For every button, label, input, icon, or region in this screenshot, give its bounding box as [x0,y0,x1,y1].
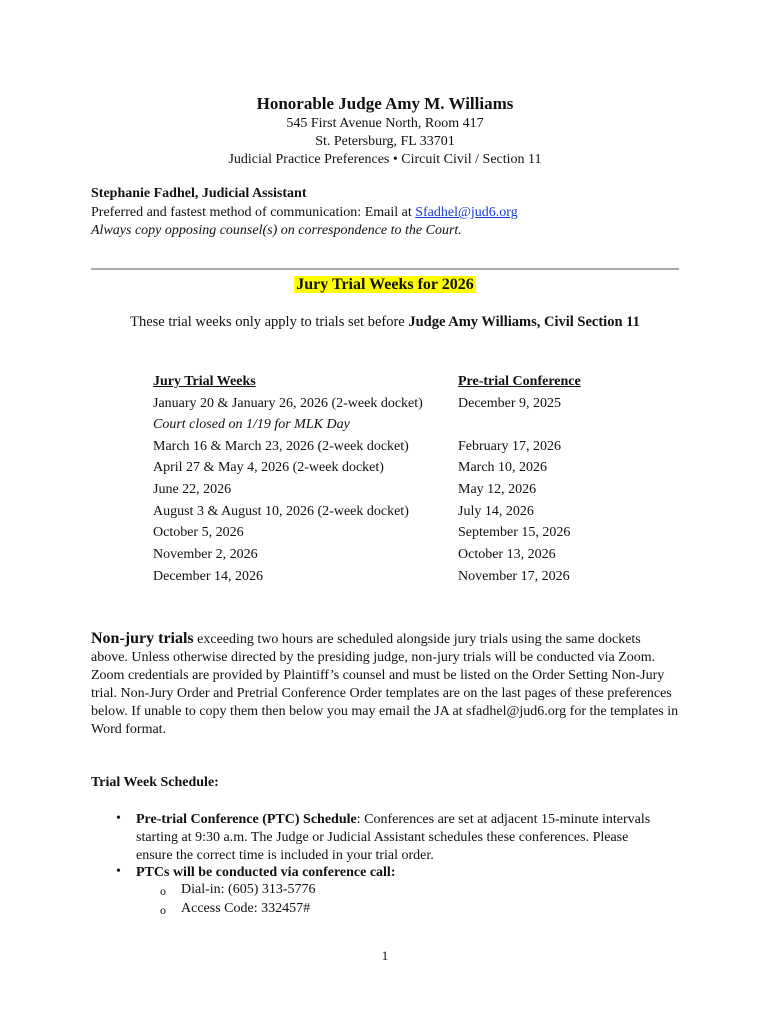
bullet-ptc-schedule [136,811,656,865]
table-row-week: April 27 & May 4, 2026 (2-week docket) [153,460,384,475]
horizontal-divider [91,268,679,270]
table-row-week: November 2, 2026 [153,547,258,562]
table-row-ptc: October 13, 2026 [458,547,556,562]
nonjury-lead: Non-jury trials [91,630,194,647]
col-header-jury-weeks: Jury Trial Weeks [153,374,256,389]
table-row-week: June 22, 2026 [153,482,232,497]
jury-section-title [0,276,770,294]
table-row-ptc: February 17, 2026 [458,439,562,454]
bullet1-bold: Pre-trial Conference (PTC) Schedule [136,812,357,827]
contact-preference [91,205,518,221]
table-row-week: December 14, 2026 [153,569,264,584]
assistant-name: Stephanie Fadhel, Judicial Assistant [91,186,307,201]
sub-bullet-marker: o [160,903,166,917]
nonjury-text: exceeding two hours are scheduled alongside jury trials using the same dockets above. Unless otherwise directed by the presiding judge, non-jury trials will be conducted via Zoom. Zoom credentials are provided by Plaintiff’s counsel and must be listed on the Order Setting Non-Jury trial. Non-Jury Order and Pretrial Conference Order templates are on the last pages of these preferences below. If unable to copy them then below you may email the JA at sfadhel@jud6.org for the templates in Word format. [91,632,679,737]
table-row-week: October 5, 2026 [153,525,244,540]
table-row-ptc: September 15, 2026 [458,525,571,540]
document-subtitle: Judicial Practice Preferences • Circuit Civil / Section 11 [228,152,542,167]
bullet-marker: • [116,864,121,879]
jury-section-title-text: Jury Trial Weeks for 2026 [296,276,474,293]
judge-name: Honorable Judge Amy M. Williams [256,94,514,113]
correspondence-note: Always copy opposing counsel(s) on correspondence to the Court. [91,223,462,238]
bullet-marker: • [116,811,121,826]
address-line-1: 545 First Avenue North, Room 417 [286,116,484,131]
address-line-2: St. Petersburg, FL 33701 [315,134,455,149]
table-row-week: January 20 & January 26, 2026 (2-week docket) [153,396,423,411]
table-row-week: August 3 & August 10, 2026 (2-week docket) [153,504,409,519]
table-row-ptc: July 14, 2026 [458,504,534,519]
col-header-ptc: Pre-trial Conference [458,374,581,389]
table-row-week: March 16 & March 23, 2026 (2-week docket) [153,439,409,454]
bullet-ptc-conference-call: PTCs will be conducted via conference call: [136,865,396,880]
table-row-note: Court closed on 1/19 for MLK Day [153,417,350,432]
table-row-ptc: December 9, 2025 [458,396,562,411]
table-row-ptc: March 10, 2026 [458,460,548,475]
table-row-ptc: November 17, 2026 [458,569,570,584]
bullet1-text: : Conferences are set at adjacent 15-minute intervals starting at 9:30 a.m. The Judge or Judicial Assistant schedules these conferences. Please ensure the correct time is included in your trial order. [136,812,651,863]
nonjury-paragraph [91,630,681,739]
access-code: Access Code: 332457# [181,901,311,916]
page-number: 1 [381,948,389,963]
table-row-ptc: May 12, 2026 [458,482,537,497]
assistant-email-link[interactable]: Sfadhel@jud6.org [415,205,518,220]
intro-judge-bold: Judge Amy Williams, Civil Section 11 [408,314,640,330]
sub-bullet-marker: o [160,884,166,898]
dial-in-number: Dial-in: (605) 313-5776 [181,882,316,897]
intro-text: These trial weeks only apply to trials set before [130,314,409,330]
jury-section-intro [0,314,770,331]
schedule-heading: Trial Week Schedule: [91,775,219,790]
contact-preference-text: Preferred and fastest method of communication: Email at [91,205,416,220]
